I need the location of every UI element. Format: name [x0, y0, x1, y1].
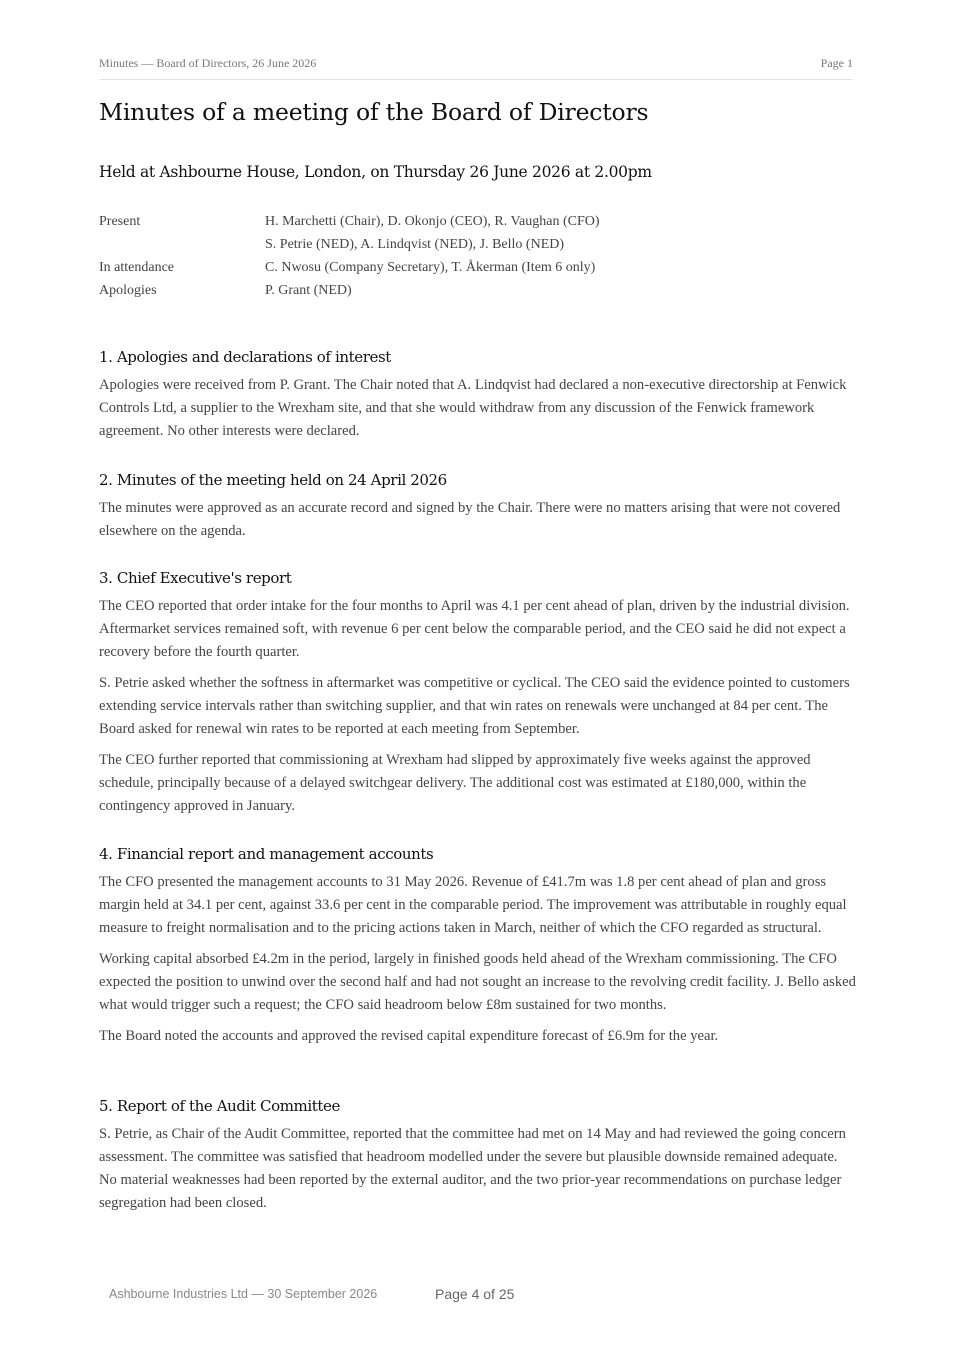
attendance-value: P. Grant (NED)	[265, 283, 352, 298]
running-title: Minutes — Board of Directors, 26 June 2026	[99, 56, 317, 70]
attendance-value: H. Marchetti (Chair), D. Okonjo (CEO), R. Vaughan (CFO)	[265, 214, 600, 229]
attendance-value: C. Nwosu (Company Secretary), T. Åkerman (Item 6 only)	[265, 260, 596, 275]
section-paragraph: The CFO presented the management accounts to 31 May 2026. Revenue of £41.7m was 1.8 per cent ahead of plan and gross margin held at 34.1 per cent, against 33.6 per cent in the comparable period. The improvement was attributable in roughly equal measure to freight normalisation and to the pricing actions taken in March, neither of which the CFO regarded as structural.	[99, 874, 847, 936]
section-paragraph: The Board noted the accounts and approved the revised capital expenditure forecast of £6.9m for the year.	[99, 1028, 719, 1044]
running-header	[99, 55, 853, 80]
section-financial-report	[99, 844, 857, 1056]
section-paragraph: Working capital absorbed £4.2m in the period, largely in finished goods held ahead of the Wrexham commissioning. The CFO expected the position to unwind over the second half and had not sought an increase to the revolving credit facility. J. Bello asked what would trigger such a request; the CFO said headroom below £8m sustained for two months.	[99, 951, 856, 1013]
section-previous-minutes	[99, 470, 857, 551]
section-heading: 5. Report of the Audit Committee	[99, 1097, 340, 1115]
header-page-label: Page 1	[820, 56, 853, 70]
section-apologies	[99, 347, 857, 451]
section-paragraph: The CEO further reported that commissioning at Wrexham had slipped by approximately five weeks against the approved schedule, principally because of a delayed switchgear delivery. The additional cost was estimated at £180,000, within the contingency approved in January.	[99, 752, 811, 814]
section-heading: 3. Chief Executive's report	[99, 569, 292, 587]
footer-page-number: Page 4 of 25	[435, 1286, 515, 1302]
attendance-label: In attendance	[99, 260, 175, 275]
section-ceo-report	[99, 568, 857, 826]
section-paragraph: S. Petrie, as Chair of the Audit Committee, reported that the committee had met on 14 May and had reviewed the going concern assessment. The committee was satisfied that headroom modelled under the severe but plausible downside remained adequate. No material weaknesses had been reported by the external auditor, and the two prior-year recommendations on purchase ledger segregation had been closed.	[99, 1126, 846, 1211]
section-paragraph: S. Petrie asked whether the softness in aftermarket was competitive or cyclical. The CEO said the evidence pointed to customers extending service intervals rather than switching supplier, and that win rates on renewals were unchanged at 84 per cent. The Board asked for renewal win rates to be reported at each meeting from September.	[99, 675, 850, 737]
section-paragraph: The CEO reported that order intake for the four months to April was 4.1 per cent ahead of plan, driven by the industrial division. Aftermarket services remained soft, with revenue 6 per cent below the comparable period, and the CEO said he did not expect a recovery before the fourth quarter.	[99, 598, 850, 660]
section-paragraph: The minutes were approved as an accurate record and signed by the Chair. There were no matters arising that were not covered elsewhere on the agenda.	[99, 500, 841, 539]
footer-company: Ashbourne Industries Ltd — 30 September 2026	[109, 1287, 378, 1301]
section-audit-committee	[99, 1096, 857, 1223]
section-heading: 4. Financial report and management accounts	[99, 845, 434, 863]
document-title: Minutes of a meeting of the Board of Directors	[99, 98, 649, 126]
attendance-label: Apologies	[99, 283, 157, 298]
attendance-label: Present	[99, 214, 141, 229]
section-paragraph: Apologies were received from P. Grant. The Chair noted that A. Lindqvist had declared a non-executive directorship at Fenwick Controls Ltd, a supplier to the Wrexham site, and that she would withdraw from any discussion of the Fenwick framework agreement. No other interests were declared.	[99, 377, 847, 439]
section-heading: 2. Minutes of the meeting held on 24 April 2026	[99, 471, 447, 489]
meeting-details: Held at Ashbourne House, London, on Thursday 26 June 2026 at 2.00pm	[99, 163, 652, 181]
attendance-value: S. Petrie (NED), A. Lindqvist (NED), J. Bello (NED)	[265, 237, 565, 252]
section-heading: 1. Apologies and declarations of interest	[99, 348, 391, 366]
